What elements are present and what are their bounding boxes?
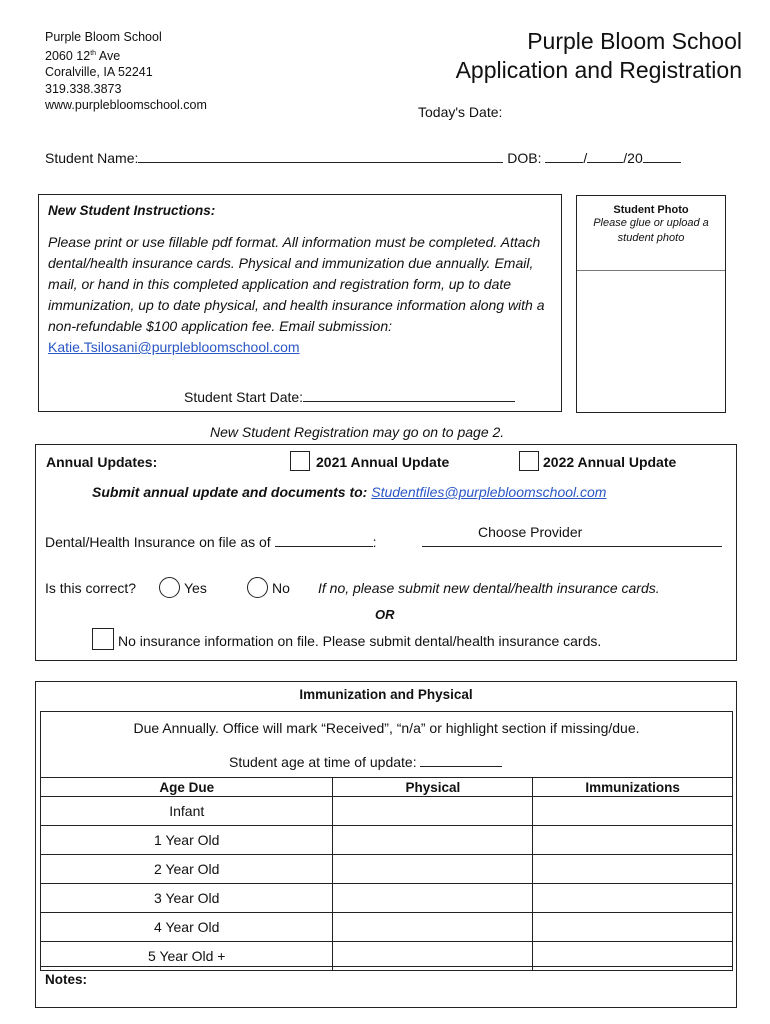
school-street [45,46,207,65]
column-physical: Physical [333,778,533,797]
physical-cell[interactable] [333,826,533,855]
immunizations-cell[interactable] [533,913,733,942]
immunization-title: Immunization and Physical [299,687,473,702]
student-name-row [45,148,681,166]
table-row [41,913,733,942]
checkbox-2021-update[interactable] [290,451,310,471]
notes-label: Notes: [45,972,88,987]
dob-label: DOB: [507,150,542,166]
immunization-table [40,777,733,971]
physical-cell[interactable] [333,884,533,913]
insurance-colon: : [372,534,377,550]
radio-yes[interactable] [159,577,180,598]
title-line-2: Application and Registration [455,57,742,83]
immunizations-cell[interactable] [533,855,733,884]
column-age-due: Age Due [41,778,333,797]
physical-cell[interactable] [333,913,533,942]
table-row [41,855,733,884]
student-age-field[interactable] [420,752,502,767]
age-cell: 5 Year Old + [41,942,333,971]
age-cell: 1 Year Old [41,826,333,855]
insurance-row [45,532,376,550]
column-immunizations: Immunizations [533,778,733,797]
radio-no-label: No [272,580,290,596]
school-name: Purple Bloom School [45,30,162,44]
student-name-field[interactable] [138,148,503,163]
checkbox-2022-update[interactable] [519,451,539,471]
document-title [456,27,742,85]
age-cell: 4 Year Old [41,913,333,942]
if-no-text: If no, please submit new dental/health insurance cards. [318,580,660,596]
submit-text: Submit annual update and documents to: [92,484,368,500]
student-age-label: Student age at time of update: [229,754,417,770]
provider-select[interactable]: Choose Provider [478,524,583,540]
start-date-field[interactable] [303,387,515,402]
student-age-row [229,752,502,770]
school-phone: 319.338.3873 [45,81,122,96]
school-address [45,29,207,114]
school-city: Coralville, IA 52241 [45,65,153,80]
dob-separator: / [583,150,588,166]
provider-underline [422,546,722,547]
radio-no[interactable] [247,577,268,598]
annual-updates-label: Annual Updates: [46,454,158,470]
instructions-email-link[interactable]: Katie.Tsilosani@purplebloomschool.com [48,339,300,355]
student-name-label: Student Name: [45,150,139,166]
submit-email-link[interactable]: Studentfiles@purplebloomschool.com [371,484,607,500]
school-website: www.purplebloomschool.com [45,98,207,113]
immunizations-cell[interactable] [533,797,733,826]
table-header-row [41,778,733,797]
instructions-body [48,232,546,358]
annual-updates-box [35,444,737,661]
correct-label: Is this correct? [45,580,137,596]
dob-month-field[interactable] [545,148,583,163]
start-date-label: Student Start Date: [184,389,304,405]
submit-line [92,484,606,500]
street-name: Ave [98,48,121,63]
insurance-label: Dental/Health Insurance on file as of [45,534,271,550]
dob-year-field[interactable] [643,148,681,163]
registration-note: New Student Registration may go on to page 2. [210,424,505,440]
photo-header [577,196,725,271]
street-suffix: th [90,49,97,57]
or-text: OR [375,607,395,622]
table-row [41,942,733,971]
label-2021-update: 2021 Annual Update [316,454,450,470]
immunization-due-text: Due Annually. Office will mark “Received”, “n/a” or highlight section if missing/due. [133,720,640,736]
photo-note: Please glue or upload a student photo [593,217,709,244]
table-row [41,884,733,913]
age-cell: 2 Year Old [41,855,333,884]
table-row [41,797,733,826]
physical-cell[interactable] [333,942,533,971]
no-insurance-text: No insurance information on file. Please submit dental/health insurance cards. [118,633,602,649]
title-line-1: Purple Bloom School [527,28,742,54]
insurance-date-field[interactable] [275,532,373,547]
instructions-title: New Student Instructions: [48,203,216,218]
instructions-text: Please print or use fillable pdf format. All information must be completed. Attach dental/health insurance cards. Physical and immunization due annually. Email, mail, or hand in this completed application and registration form, up to date immunization, up to date physical, and health insurance information along with a non-refundable $100 application fee. Email submission: [48,234,545,334]
physical-cell[interactable] [333,855,533,884]
todays-date-label: Today's Date: [418,104,503,120]
checkbox-no-insurance[interactable] [92,628,114,650]
dob-year-prefix: /20 [623,150,643,166]
table-row [41,826,733,855]
age-cell: 3 Year Old [41,884,333,913]
label-2022-update: 2022 Annual Update [543,454,677,470]
street-number: 2060 12 [45,48,91,63]
start-date-row [184,387,515,405]
immunizations-cell[interactable] [533,884,733,913]
dob-day-field[interactable] [587,148,623,163]
physical-cell[interactable] [333,797,533,826]
immunizations-cell[interactable] [533,942,733,971]
photo-title: Student Photo [613,204,689,216]
radio-yes-label: Yes [184,580,207,596]
immunizations-cell[interactable] [533,826,733,855]
age-cell: Infant [41,797,333,826]
